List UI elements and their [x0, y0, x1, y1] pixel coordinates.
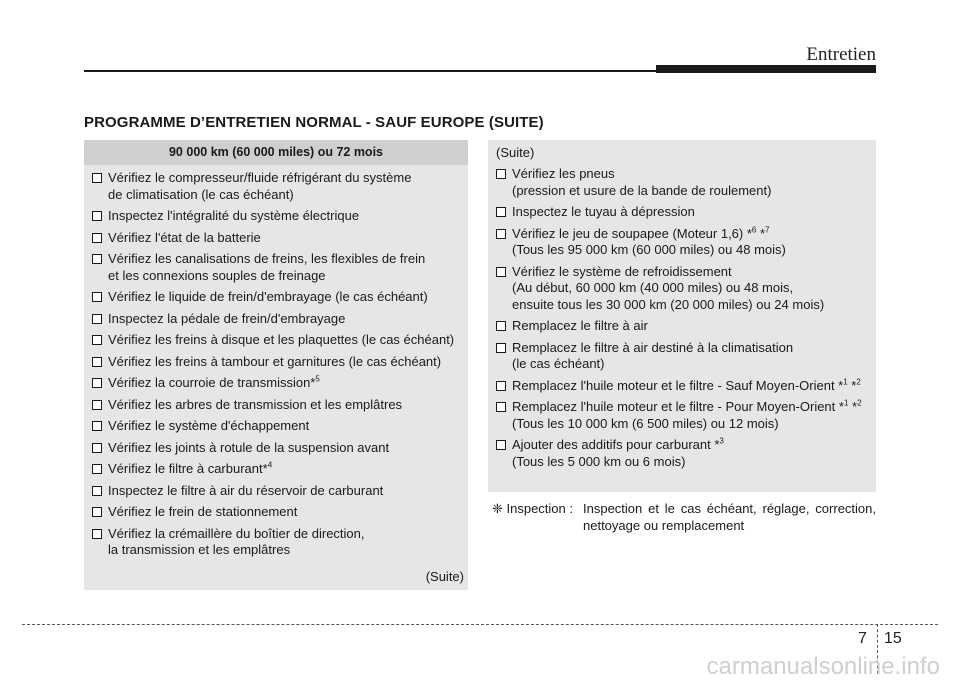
checklist-item	[92, 332, 468, 349]
checklist-item	[496, 166, 876, 199]
item-mid: *	[847, 377, 857, 393]
item-sup: 2	[857, 398, 862, 408]
continued-header: (Suite)	[496, 145, 535, 160]
checklist-item	[92, 170, 468, 203]
item-text: Vérifiez les freins à disque et les plaquettes (le cas échéant)	[108, 332, 455, 347]
item-line: (Au début, 60 000 km (40 000 miles) ou 48 mois,	[512, 280, 794, 295]
checklist-item	[496, 399, 876, 432]
item-text: Vérifiez le système d'échappement	[108, 418, 310, 433]
item-line: (Tous les 10 000 km (6 500 miles) ou 12 mois)	[512, 415, 779, 431]
item-sup: 3	[719, 436, 724, 446]
checkbox-icon	[92, 314, 102, 324]
checklist-item	[92, 354, 468, 371]
item-text: Inspectez la pédale de frein/d'embrayage	[108, 310, 346, 326]
page-number: 15	[884, 630, 902, 647]
item-mid: *	[756, 225, 766, 241]
item-sup: 1	[843, 377, 848, 387]
section-heading: PROGRAMME D’ENTRETIEN NORMAL - SAUF EUROPE (SUITE)	[84, 114, 544, 131]
checklist-item	[496, 437, 876, 470]
checkbox-icon	[92, 529, 102, 539]
checkbox-icon	[496, 169, 506, 179]
checklist-item	[92, 483, 468, 500]
item-text: Vérifiez les freins à tambour et garnitures (le cas échéant)	[108, 353, 442, 369]
item-sup: 6	[751, 225, 757, 235]
checkbox-icon	[92, 507, 102, 517]
item-text: Remplacez l'huile moteur et le filtre - Sauf Moyen-Orient *	[512, 377, 844, 393]
header-rule-thick	[656, 65, 876, 73]
checklist-item	[92, 289, 468, 306]
checklist-item	[496, 226, 876, 259]
checklist-item	[92, 397, 468, 414]
checkbox-icon	[92, 443, 102, 453]
item-line: ensuite tous les 30 000 km (20 000 miles) ou 24 mois)	[512, 296, 825, 312]
item-text: Vérifiez les joints à rotule de la suspension avant	[108, 439, 390, 455]
checkbox-icon	[92, 173, 102, 183]
legend-label: ❈ Inspection :	[492, 501, 573, 516]
item-line: de climatisation (le cas échéant)	[108, 186, 294, 202]
item-mid: *	[848, 399, 858, 414]
item-text: Vérifiez le compresseur/fluide réfrigérant du système	[108, 170, 412, 185]
checkbox-icon	[496, 207, 506, 217]
item-line: (Tous les 5 000 km ou 6 mois)	[512, 453, 686, 469]
item-text: Remplacez l'huile moteur et le filtre - Pour Moyen-Orient *	[512, 399, 844, 414]
item-text: Vérifiez le filtre à carburant*	[108, 461, 268, 476]
item-text: Vérifiez le jeu de soupapee (Moteur 1,6) *	[512, 225, 752, 241]
item-text: Ajouter des additifs pour carburant *	[512, 437, 720, 452]
item-text: Vérifiez la courroie de transmission*	[108, 375, 316, 390]
item-text: Vérifiez l'état de la batterie	[108, 229, 261, 245]
item-line: la transmission et les emplâtres	[108, 542, 291, 557]
checkbox-icon	[92, 400, 102, 410]
checkbox-icon	[496, 321, 506, 331]
footer-dashed-rule	[22, 624, 938, 625]
checkbox-icon	[496, 343, 506, 353]
checklist-item	[496, 318, 876, 335]
header-rule-thin	[84, 70, 656, 72]
checklist-item	[496, 204, 876, 221]
checkbox-icon	[92, 254, 102, 264]
item-text: Inspectez l'intégralité du système électrique	[108, 208, 360, 223]
item-text: Remplacez le filtre à air destiné à la climatisation	[512, 339, 794, 355]
legend-description: Inspection et le cas échéant, réglage, correction, nettoyage ou remplacement	[583, 501, 876, 533]
page-chapter-number: 7	[858, 630, 867, 647]
checkbox-icon	[92, 292, 102, 302]
item-sup: 2	[856, 377, 861, 387]
item-text: Vérifiez le frein de stationnement	[108, 504, 298, 519]
item-text: Inspectez le tuyau à dépression	[512, 204, 695, 219]
checkbox-icon	[92, 421, 102, 431]
item-text: Remplacez le filtre à air	[512, 318, 648, 333]
legend	[492, 500, 876, 534]
item-line: (Tous les 95 000 km (60 000 miles) ou 48 mois)	[512, 242, 786, 257]
item-text: Vérifiez les arbres de transmission et les emplâtres	[108, 396, 403, 412]
item-text: Vérifiez le système de refroidissement	[512, 263, 732, 279]
item-text: Vérifiez les canalisations de freins, les flexibles de frein	[108, 251, 426, 266]
checklist-item	[92, 461, 468, 478]
checkbox-icon	[92, 378, 102, 388]
item-text: Vérifiez la crémaillère du boîtier de direction,	[108, 525, 365, 541]
checklist-item	[92, 208, 468, 225]
checkbox-icon	[496, 267, 506, 277]
item-line: et les connexions souples de freinage	[108, 267, 326, 283]
interval-heading: 90 000 km (60 000 miles) ou 72 mois	[84, 140, 468, 165]
checklist-item	[92, 418, 468, 435]
item-line: (le cas échéant)	[512, 356, 605, 371]
checkbox-icon	[496, 440, 506, 450]
item-sup: 1	[843, 398, 849, 408]
checkbox-icon	[92, 233, 102, 243]
left-item-list	[84, 165, 468, 559]
checklist-item	[92, 440, 468, 457]
item-line: (pression et usure de la bande de roulement)	[512, 182, 772, 198]
checkbox-icon	[92, 357, 102, 367]
checklist-item	[92, 504, 468, 521]
checkbox-icon	[92, 464, 102, 474]
item-text: Inspectez le filtre à air du réservoir de carburant	[108, 482, 384, 498]
item-sup: 4	[267, 460, 273, 470]
checklist-item	[496, 264, 876, 314]
checkbox-icon	[496, 381, 506, 391]
chapter-title: Entretien	[806, 44, 876, 65]
right-maintenance-box	[488, 140, 876, 492]
checklist-item	[496, 340, 876, 373]
checklist-item	[92, 375, 468, 392]
checkbox-icon	[92, 486, 102, 496]
left-maintenance-box	[84, 140, 468, 590]
item-sup: 7	[765, 225, 770, 235]
checklist-item	[92, 526, 468, 559]
checkbox-icon	[496, 229, 506, 239]
checklist-item	[92, 230, 468, 247]
watermark: carmanualsonline.info	[706, 653, 940, 680]
right-item-list	[488, 166, 876, 470]
checkbox-icon	[92, 335, 102, 345]
item-text: Vérifiez les pneus	[512, 166, 615, 181]
checklist-item	[92, 311, 468, 328]
continued-label: (Suite)	[425, 569, 464, 584]
checklist-item	[92, 251, 468, 284]
checkbox-icon	[496, 402, 506, 412]
item-sup: 5	[315, 374, 320, 384]
checkbox-icon	[92, 211, 102, 221]
checklist-item	[496, 378, 876, 395]
item-text: Vérifiez le liquide de frein/d'embrayage (le cas échéant)	[108, 289, 428, 304]
